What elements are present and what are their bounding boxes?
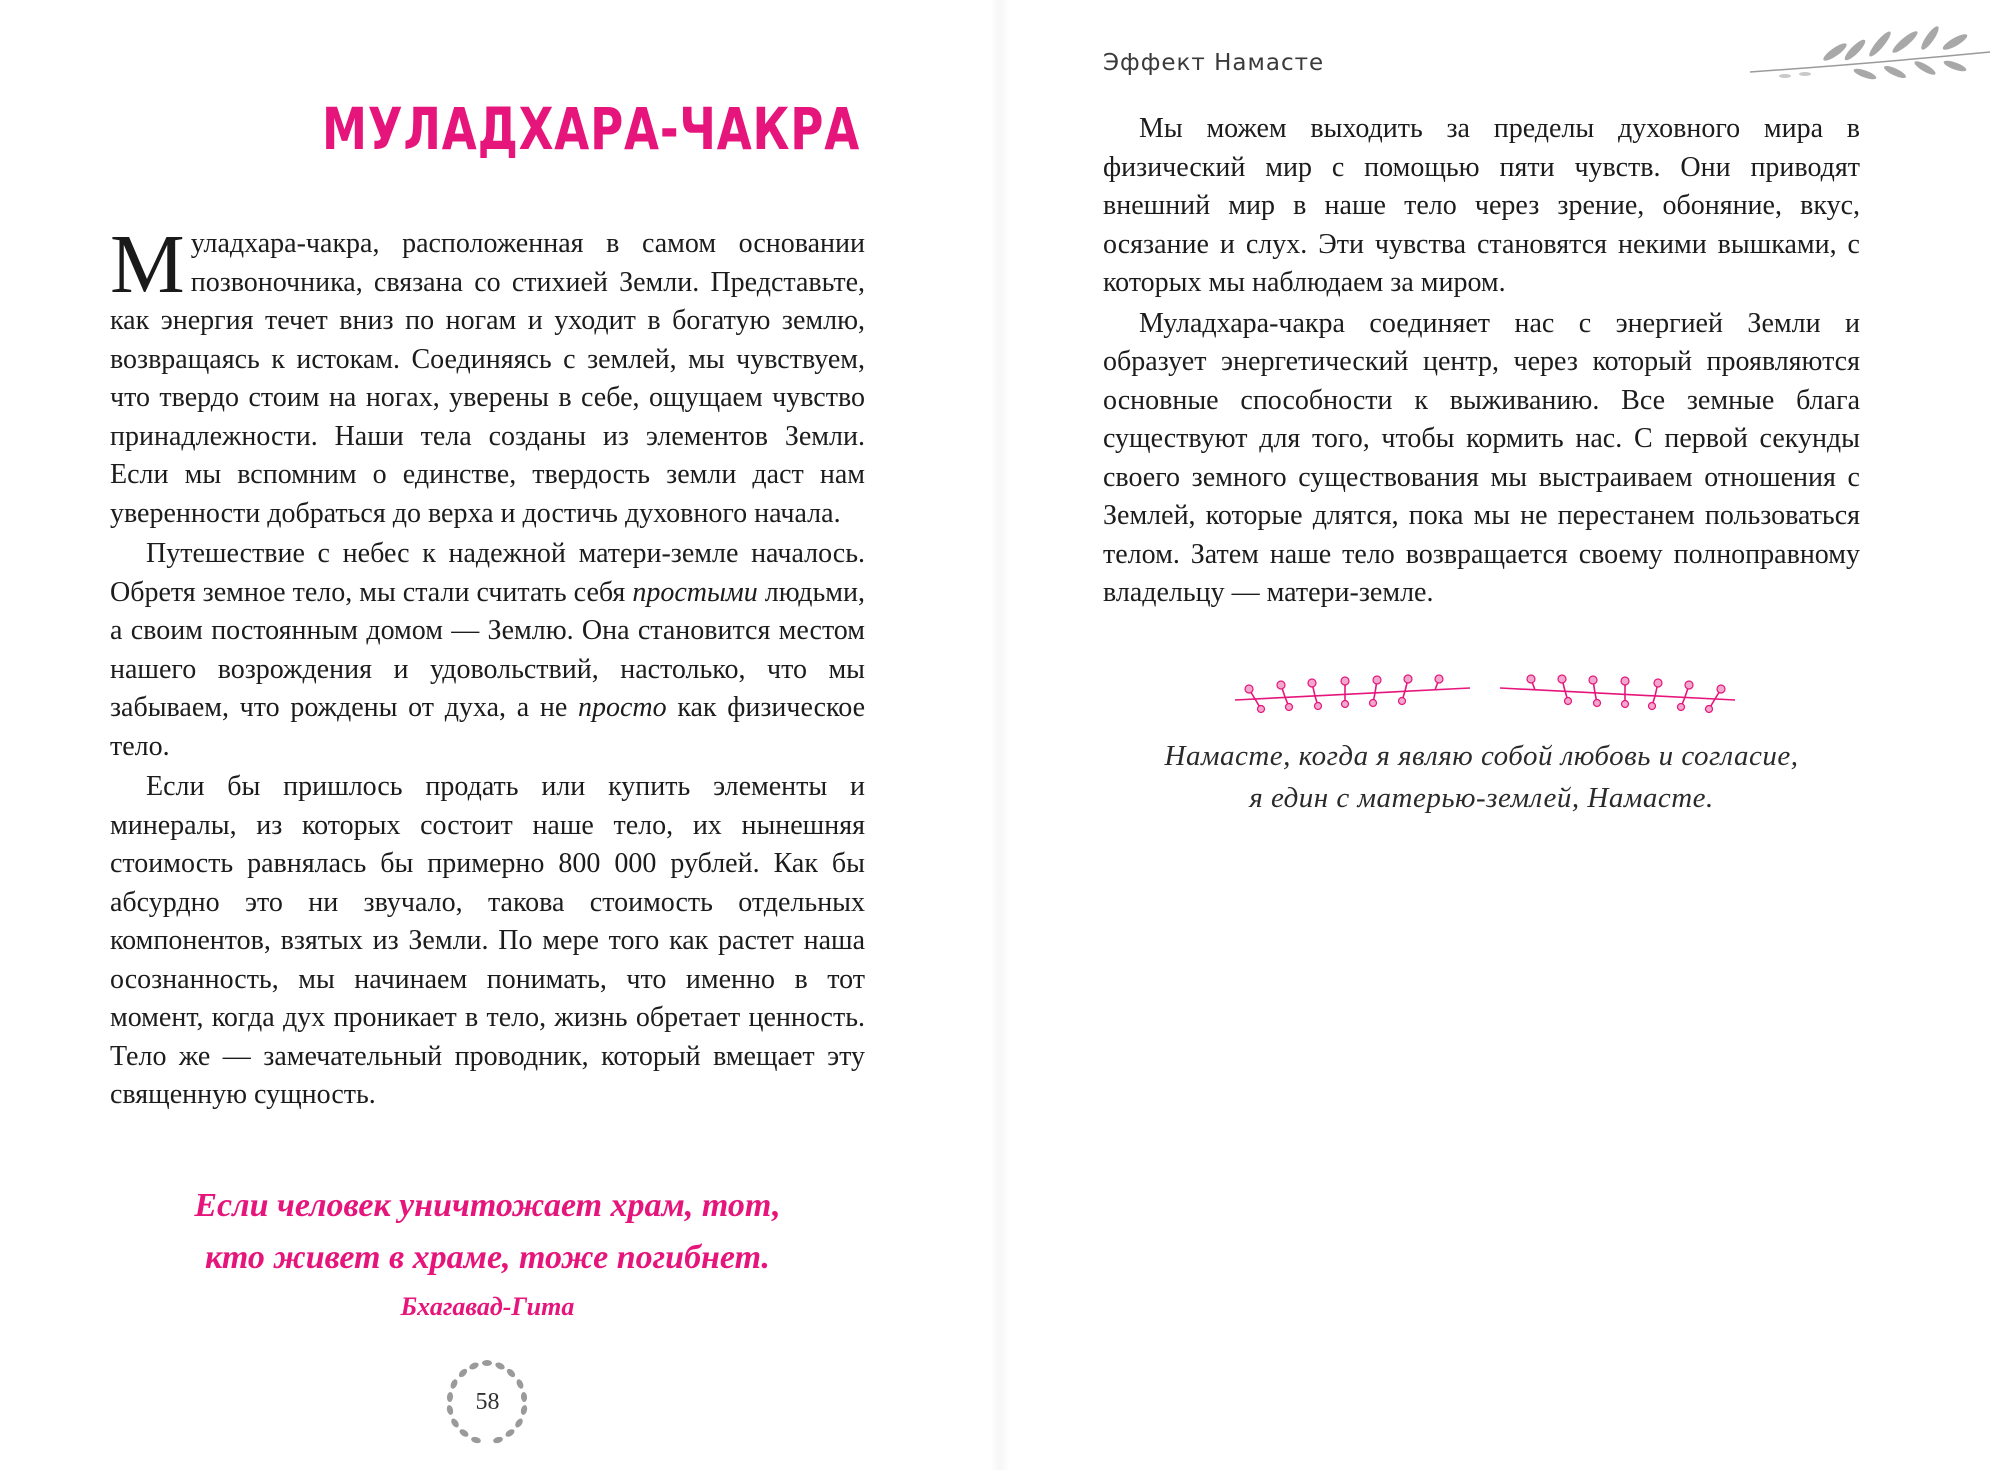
epigraph-line: кто живет в храме, тоже погибнет. (205, 1239, 770, 1276)
epigraph-source: Бхагавад-Гита (400, 1292, 575, 1321)
paragraph: Если бы пришлось продать или купить элементы и минералы, из которых состоит наше тело, их нынешняя стоимость равнялась бы примерно 800 000 рублей. Как бы абсурдно это ни звучало, такова стоимость отдельных компонентов, взятых из Земли. По мере того как растет наша осознанность, мы начинаем понимать, что именно в тот момент, когда дух проникает в тело, жизнь обретает ценность. Тело же — замечательный проводник, который вмещает эту священную сущность. (110, 771, 865, 1110)
emphasis-text: простыми (632, 576, 758, 608)
paragraph: Мы можем выходить за пределы духовного мира в физический мир с помощью пяти чувств. Они приводят внешний мир в наше тело через зрение, обоняние, вкус, осязание и слух. Эти чувства становятся некими вышками, с которых мы наблюдаем за миром. (1103, 113, 1860, 298)
page-number-badge (440, 1355, 535, 1450)
closing-quote (1103, 735, 1860, 819)
chapter-title: МУЛАДХАРА-ЧАКРА (321, 95, 860, 163)
epigraph (110, 1180, 865, 1284)
paragraph-text: Путешествие с небес к надежной матери-земле началось. Обретя земное тело, мы стали считать себя (110, 538, 865, 608)
drop-cap: М (110, 218, 185, 311)
left-page-body (110, 218, 865, 1117)
paragraph-text: как физическое тело. (110, 692, 865, 762)
quote-line: Намасте, когда я являю собой любовь и согласие, (1164, 740, 1799, 772)
paragraph-text: уладхара-чакра, расположенная в самом основании позвоночника, связана со стихией Земли. Представьте, как энергия течет вниз по ногам и уходит в богатую землю, возвращаясь к истокам. Соединяясь с землей, мы чувствуем, что твердо стоим на ногах, уверены в себе, ощущаем чувство принадлежности. Наши тела созданы из элементов Земли. Если мы вспомним о единстве, твердость земли даст нам уверенности добраться до верха и достичь духовного начала. (110, 228, 865, 529)
paragraph: Муладхара-чакра соединяет нас с энергией Земли и образует энергетический центр, через который проявляются основные способности к выживанию. Все земные блага существуют для того, чтобы кормить нас. С первой секунды своего земного существования мы выстраиваем отношения с Землей, которые длятся, пока мы не перестанем пользоваться телом. Затем наше тело возвращается своему полноправному владельцу — матери-земле. (1103, 307, 1860, 608)
epigraph-line: Если человек уничтожает храм, тот, (194, 1187, 781, 1224)
running-head: Эффект Намасте (1103, 50, 1325, 76)
floral-vine-icon (1225, 660, 1745, 720)
page-number: 58 (475, 1389, 500, 1415)
paragraph (110, 218, 865, 533)
emphasis-text: просто (577, 692, 667, 723)
leaf-branch-icon (1745, 22, 1995, 92)
quote-line: я един с матерью-землей, Намасте. (1249, 782, 1714, 814)
right-page-body (1103, 110, 1860, 615)
paragraph (110, 535, 865, 766)
paragraph-text: людьми, а своим постоянным домом — Землю. Она становится местом нашего возрождения и удовольствий, настолько, что мы забываем, что рождены от духа, а не (110, 576, 865, 723)
